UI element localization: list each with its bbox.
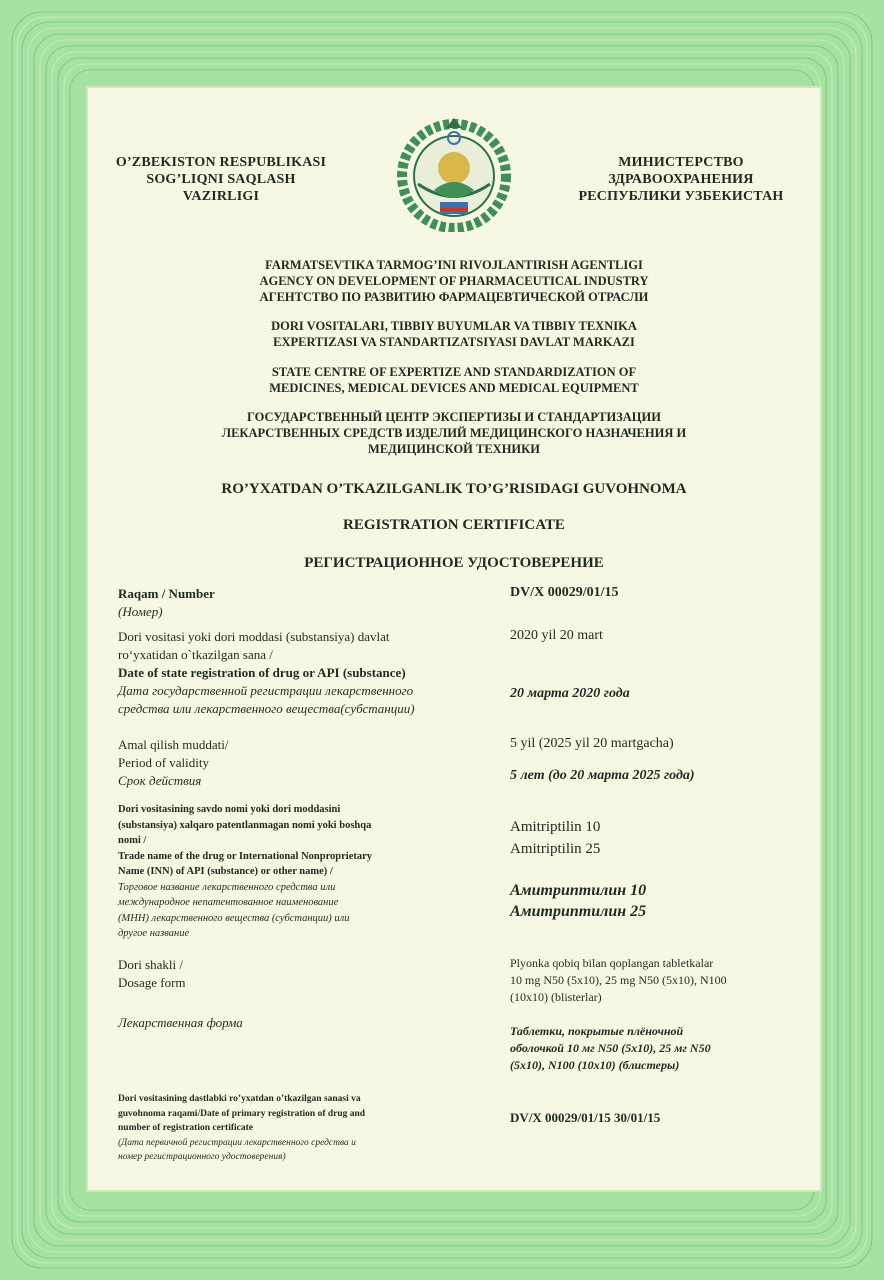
centre-en: STATE CENTRE OF EXPERTIZE AND STANDARDIZATION OF MEDICINES, MEDICAL DEVICES AND MEDICAL EQUIPMENT [269,365,639,395]
dosage-values-ru: Таблетки, покрытые плёночной оболочкой 10 мг N50 (5x10), 25 мг N50 (5x10), N100 (10x10) (блистеры) [510,1024,711,1072]
dosage-values: Plyonka qobiq bilan qoplangan tabletkalar 10 mg N50 (5x10), 25 mg N50 (5x10), N100 (10x10) (blisterlar) [510,956,727,1004]
dosage-label-block: Dori shakli / Dosage form [118,957,186,990]
centre-uz: DORI VOSITALARI, TIBBIY BUYUMLAR VA TIBBIY TEXNIKA EXPERTIZASI VA STANDARTIZATSIYASI DAVLAT MARKAZI [271,319,637,349]
reg-date-label-block: Dori vositasi yoki dori moddasi (substansiya) davlat ro‘yxatidan o`tkazilgan sana / Date of state registration of drug or API (substance) Дата государственной регистрации лекарственного средства или лекарственного вещества(субстанции) [118,629,415,716]
trade-name-label-block: Dori vositasining savdo nomi yoki dori moddasini (substansiya) xalqaro patentlanmagan nomi yoki boshqa nomi / Trade name of the drug or International Nonproprietary Name (INN) of API (substance) or other name) / Торговое название лекарственного средства или международное непатентованное наименование (МНН) лекарственного вещества (субстанции) или другое название [118,804,373,939]
primary-value: DV/X 00029/01/15 30/01/15 [510,1110,661,1125]
trade-name-values: Amitriptilin 10 Amitriptilin 25 [510,819,601,857]
certificate-page [86,86,822,1192]
ministry-uz: O’ZBEKISTON RESPUBLIKASI SOG’LIQNI SAQLASH VAZIRLIGI [115,155,327,204]
dosage-label-ru: Лекарственная форма [118,1015,243,1030]
validity-value: 5 yil (2025 yil 20 martgacha) [510,736,674,751]
uzbekistan-coat-of-arms-icon [388,114,520,232]
agency-name: FARMATSEVTIKA TARMOG’INI RIVOJLANTIRISH AGENTLIGI AGENCY ON DEVELOPMENT OF PHARMACEUTICAL INDUSTRY АГЕНТСТВО ПО РАЗВИТИЮ ФАРМАЦЕВТИЧЕСКОЙ ОТРАСЛИ [259,258,649,304]
reg-date-value: 2020 yil 20 mart [510,628,603,643]
title-ru: РЕГИСТРАЦИОННОЕ УДОСТОВЕРЕНИЕ [304,555,604,571]
trade-name-values-ru: Амитриптилин 10 Амитриптилин 25 [510,882,647,920]
centre-ru: ГОСУДАРСТВЕННЫЙ ЦЕНТР ЭКСПЕРТИЗЫ И СТАНДАРТИЗАЦИИ ЛЕКАРСТВЕННЫХ СРЕДСТВ ИЗДЕЛИЙ МЕДИЦИНСКОГО НАЗНАЧЕНИЯ И МЕДИЦИНСКОЙ ТЕХНИКИ [221,410,687,456]
title-en: REGISTRATION CERTIFICATE [343,517,565,533]
reg-date-value-ru: 20 марта 2020 года [510,686,630,701]
validity-value-ru: 5 лет (до 20 марта 2025 года) [510,768,695,783]
title-uz: RO’YXATDAN O’TKAZILGANLIK TO’G’RISIDAGI GUVOHNOMA [221,481,687,497]
primary-label-block: Dori vositasining dastlabki ro’yxatdan o’tkazilgan sanasi va guvohnoma raqami/Date of primary registration of drug and number of registration certificate (Дата первичной регистрации лекарственного средства и номер регистрационного удостоверения) [118,1094,366,1162]
number-label-block: Raqam / Number (Номер) [118,586,215,619]
validity-label-block: Amal qilish muddati/ Period of validity Срок действия [118,737,229,788]
ministry-ru: МИНИСТЕРСТВО ЗДРАВООХРАНЕНИЯ РЕСПУБЛИКИ УЗБЕКИСТАН [578,155,784,204]
number-value: DV/X 00029/01/15 [510,585,619,600]
